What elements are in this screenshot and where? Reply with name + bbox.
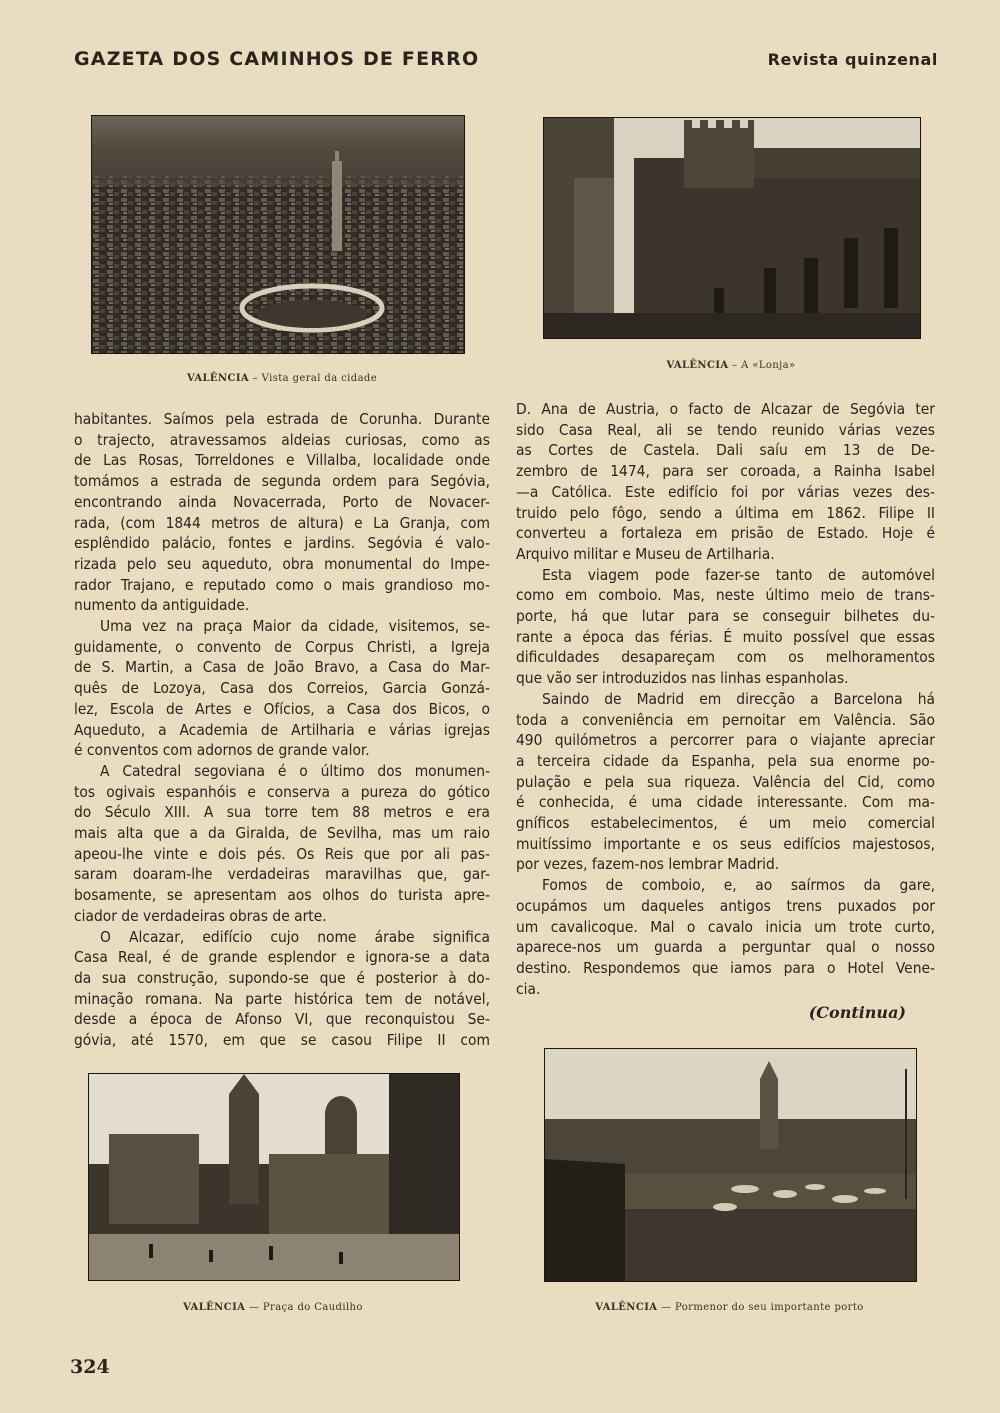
text-line: converteu a fortaleza em prisão de Estado. Hoje é (516, 524, 935, 543)
text-line: tomámos a estrada de segunda ordem para Segóvia, (74, 472, 490, 491)
text-line: aparece-nos um guarda a perguntar qual o nosso (516, 938, 935, 957)
article-right-column (516, 399, 935, 999)
caption-text: — Praça do Caudilho (248, 1302, 363, 1313)
text-line: rante a época das férias. É muito possível que essas (516, 627, 935, 646)
text-line: Aqueduto, a Academia de Artilharia e várias igrejas (74, 720, 490, 739)
text-line: Casa Real, é de grande esplendor e ignora-se a data (74, 948, 490, 967)
text-line: o trajecto, atravessamos aldeias curiosas, como as (74, 430, 490, 449)
caption-photo-2 (543, 360, 919, 371)
text-line: habitantes. Saímos pela estrada de Corunha. Durante (74, 410, 490, 428)
text-line: truido pelo fôgo, sendo a última em 1862. Filipe II (516, 503, 935, 522)
text-line: do Século XIII. A sua torre tem 88 metros e era (74, 803, 490, 822)
caption-text: — Pormenor do seu importante porto (661, 1302, 864, 1313)
text-line: Saindo de Madrid em direcção a Barcelona há (542, 689, 935, 708)
text-line: O Alcazar, edifício cujo nome árabe significa (100, 927, 490, 946)
text-line: encontrando ainda Novacerrada, Porto de Novacer- (74, 492, 490, 511)
text-line: um cavalicoque. Mal o cavalo inicia um trote curto, (516, 917, 935, 936)
text-line: Arquivo militar e Museu de Artilharia. (516, 544, 775, 563)
text-line: a terceira cidade da Espanha, pela sua enorme po- (516, 751, 935, 770)
text-line: 490 quilómetros a percorrer para o viajante apreciar (516, 731, 935, 750)
paragraph (516, 689, 935, 875)
text-line: Fomos de comboio, e, ao saírmos da gare, (542, 876, 935, 895)
text-line: Uma vez na praça Maior da cidade, visitemos, se- (100, 617, 490, 636)
publication-title: GAZETA DOS CAMINHOS DE FERRO (74, 48, 480, 70)
caption-photo-1 (91, 373, 473, 384)
text-line: ocupámos um daqueles antigos trens puxados por (516, 896, 935, 915)
text-line: dificuldades desapareçam com os melhoramentos (516, 648, 935, 667)
paragraph (74, 616, 490, 761)
photo-valencia-praca-caudilho (88, 1073, 460, 1281)
text-line: numento da antiguidade. (74, 596, 250, 615)
text-line: A Catedral segoviana é o último dos monumen- (100, 761, 490, 780)
text-line: quês de Lozoya, Casa dos Correios, Garcia Gonzá- (74, 679, 490, 698)
text-line: esplêndido palácio, fontes e jardins. Segóvia é valo- (74, 534, 490, 553)
text-line: guidamente, o convento de Corpus Christi, a Igreja (74, 637, 490, 656)
text-line: zembro de 1474, para ser coroada, a Rainha Isabel (516, 462, 935, 481)
caption-photo-4 (544, 1302, 915, 1313)
continued-note: (Continua) (808, 1003, 906, 1022)
text-line: que vão ser introduzidos nas linhas espanholas. (516, 669, 849, 688)
text-line: lez, Escola de Artes e Ofícios, a Casa dos Bicos, o (74, 699, 490, 718)
photo-valencia-port (544, 1048, 917, 1282)
text-line: rada, (com 1844 metros de altura) e La Granja, com (74, 513, 490, 532)
photo-valencia-city-view (91, 115, 465, 354)
article-left-column (74, 409, 490, 1051)
caption-place: VALÊNCIA (183, 1302, 246, 1313)
text-line: ciador de verdadeiras obras de arte. (74, 906, 327, 925)
text-line: mais alta que a da Giralda, de Sevilha, mas um raio (74, 824, 490, 843)
text-line: D. Ana de Austria, o facto de Alcazar de Segóvia ter (516, 400, 935, 418)
text-line: góvia, até 1570, em que se casou Filipe II com (74, 1031, 490, 1050)
paragraph (516, 399, 935, 565)
publication-subtitle: Revista quinzenal (767, 50, 938, 69)
text-line: pulação e pela sua riqueza. Valência del Cid, como (516, 772, 935, 791)
text-line: é conhecida, é uma cidade interessante. Com ma- (516, 793, 935, 812)
text-line: saram doaram-lhe verdadeiras maravilhas que, gar- (74, 865, 490, 884)
paragraph (516, 875, 935, 999)
text-line: bosamente, se apresentam aos olhos do turista apre- (74, 886, 490, 905)
text-line: Esta viagem pode fazer-se tanto de automóvel (542, 565, 935, 584)
paragraph (516, 565, 935, 689)
text-line: da sua construção, supondo-se que é posterior à do- (74, 968, 490, 987)
text-line: desde a época de Afonso VI, que reconquistou Se- (74, 1010, 490, 1029)
text-line: rizada pelo seu aqueduto, obra monumental do Impe- (74, 554, 490, 573)
text-line: sido Casa Real, ali se tendo reunido várias vezes (516, 420, 935, 439)
caption-place: VALÊNCIA (666, 360, 729, 371)
text-line: toda a conveniência em pernoitar em Valência. São (516, 710, 935, 729)
text-line: é conventos com adornos de grande valor. (74, 741, 370, 760)
caption-place: VALÊNCIA (186, 373, 250, 384)
text-line: rador Trajano, e reputado como o mais grandioso mo- (74, 575, 490, 594)
text-line: como em comboio. Mas, neste último meio de trans- (516, 586, 935, 605)
caption-photo-3 (88, 1302, 458, 1313)
text-line: destino. Respondemos que iamos para o Hotel Vene- (516, 958, 935, 977)
photo-valencia-lonja (543, 117, 921, 339)
text-line: de Las Rosas, Torreldones e Villalba, localidade onde (74, 451, 490, 470)
text-line: porte, há que lutar para se conseguir bilhetes du- (516, 607, 935, 626)
caption-text: – Vista geral da cidade (252, 373, 378, 384)
paragraph (74, 409, 490, 616)
text-line: de S. Martin, a Casa de João Bravo, a Casa do Mar- (74, 658, 490, 677)
paragraph (74, 761, 490, 927)
text-line: as Cortes de Castela. Dali saíu em 13 de De- (516, 441, 935, 460)
paragraph (74, 927, 490, 1051)
text-line: apeou-lhe vinte e dois pés. Os Reis que por ali pas- (74, 844, 490, 863)
text-line: tos ogivais espanhóis e conserva a pureza do gótico (74, 782, 490, 801)
text-line: gníficos estabelecimentos, é um meio comercial (516, 814, 935, 833)
text-line: minação romana. Na parte histórica tem de notável, (74, 989, 490, 1008)
text-line: cia. (516, 979, 541, 998)
text-line: muitíssimo importante e os seus edifícios majestosos, (516, 834, 935, 853)
caption-place: VALÊNCIA (595, 1302, 658, 1313)
page-number: 324 (70, 1356, 110, 1378)
text-line: —a Católica. Este edifício foi por várias vezes des- (516, 482, 935, 501)
text-line: por vezes, fazem-nos lembrar Madrid. (516, 855, 780, 874)
caption-text: – A «Lonja» (732, 360, 796, 371)
